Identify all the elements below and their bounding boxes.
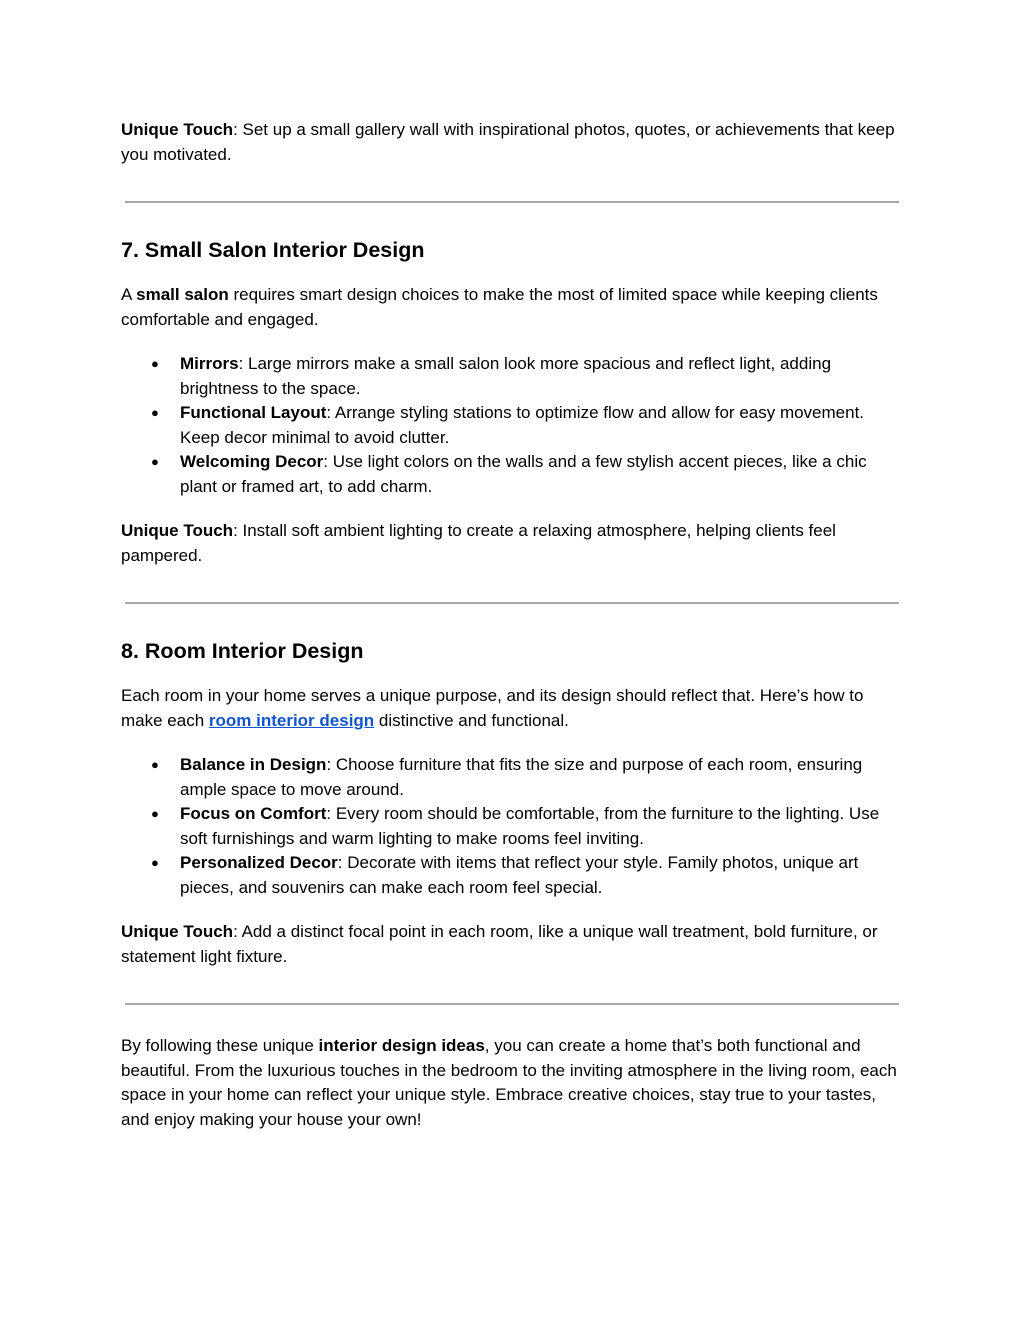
document-page [121,118,906,1132]
bullet-label: Balance in Design [180,755,327,774]
bullet-text: : Arrange styling stations to optimize flow and allow for easy movement. Keep decor minimal to avoid clutter. [180,403,865,447]
list-item [121,352,906,401]
section-8-unique-touch [121,920,906,969]
bullet-icon: ● [151,356,159,371]
closing-post: , you can create a home that’s both functional and beautiful. From the luxurious touches in the bedroom to the inviting atmosphere in the living room, each space in your home can reflect your unique style. Embrace creative choices, stay true to your tastes, and enjoy making your house your own! [121,1036,897,1129]
section-8-lead-pre: Each room in your home serves a unique purpose, and its design should reflect that. Here’s how to make each [121,686,864,730]
section-8-bullet-list [121,753,906,900]
section-8-lead [121,684,906,733]
bullet-icon: ● [151,454,159,469]
list-item [121,753,906,802]
separator-1 [125,201,899,203]
intro-tip-label: Unique Touch [121,120,234,139]
section-7-lead-bold: small salon [136,285,229,304]
section-7-bullet-list [121,352,906,499]
section-7-tip-label: Unique Touch [121,521,234,540]
bullet-icon: ● [151,806,159,821]
bullet-label: Personalized Decor [180,853,338,872]
room-interior-design-link[interactable]: room interior design [208,710,375,730]
bullet-icon: ● [151,855,159,870]
closing-paragraph [121,1034,906,1132]
section-7-lead-post: requires smart design choices to make the most of limited space while keeping clients comfortable and engaged. [121,285,878,329]
separator-2 [125,602,899,604]
bullet-text: : Every room should be comfortable, from the furniture to the lighting. Use soft furnishings and warm lighting to make rooms feel inviting. [180,804,880,848]
section-8-tip-text: : Add a distinct focal point in each room, like a unique wall treatment, bold furniture, or statement light fixture. [121,922,878,966]
bullet-icon: ● [151,405,159,420]
section-7-tip-text: : Install soft ambient lighting to create a relaxing atmosphere, helping clients feel pampered. [121,521,836,565]
bullet-icon: ● [151,757,159,772]
section-7-unique-touch [121,519,906,568]
closing-bold: interior design ideas [318,1036,485,1055]
bullet-text: : Large mirrors make a small salon look more spacious and reflect light, adding brightness to the space. [180,354,832,398]
section-7-lead [121,283,906,332]
bullet-label: Focus on Comfort [180,804,327,823]
intro-unique-touch [121,118,906,167]
section-7-heading: 7. Small Salon Interior Design [121,238,425,262]
separator-3 [125,1003,899,1005]
list-item [121,450,906,499]
closing-pre: By following these unique [121,1036,319,1055]
list-item [121,802,906,851]
section-8-lead-post: distinctive and functional. [374,710,569,730]
bullet-label: Mirrors [180,354,239,373]
intro-tip-text: : Set up a small gallery wall with inspirational photos, quotes, or achievements that keep you motivated. [121,120,895,164]
list-item [121,851,906,900]
section-8-heading: 8. Room Interior Design [121,639,364,663]
bullet-label: Functional Layout [180,403,327,422]
list-item [121,401,906,450]
bullet-text: : Decorate with items that reflect your style. Family photos, unique art pieces, and souvenirs can make each room feel special. [180,853,859,897]
section-7-lead-pre: A [121,285,137,304]
bullet-text: : Choose furniture that fits the size and purpose of each room, ensuring ample space to move around. [180,755,863,799]
section-8-tip-label: Unique Touch [121,922,234,941]
bullet-label: Welcoming Decor [180,452,324,471]
bullet-text: : Use light colors on the walls and a few stylish accent pieces, like a chic plant or framed art, to add charm. [180,452,867,496]
